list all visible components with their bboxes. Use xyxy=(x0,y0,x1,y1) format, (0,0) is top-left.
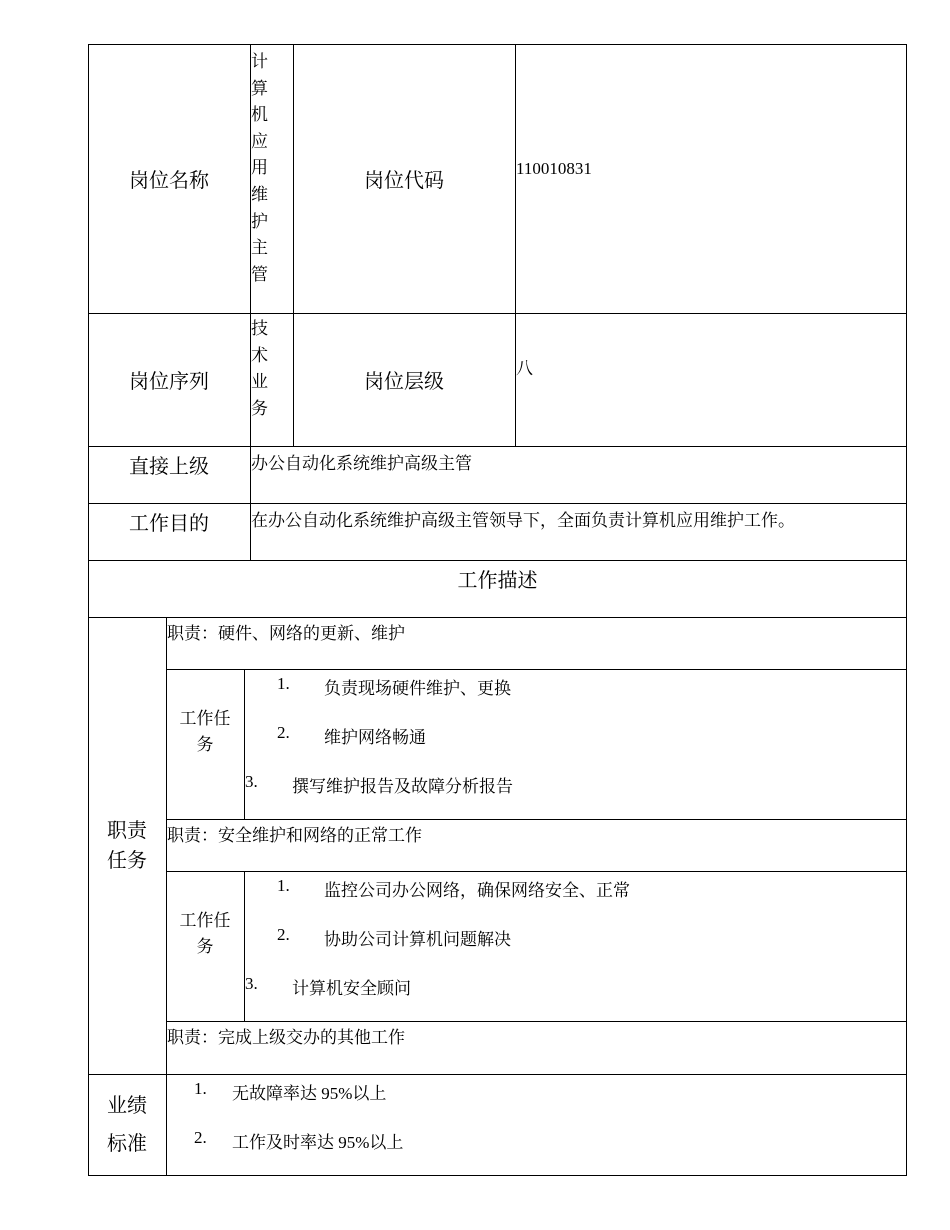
description-title: 工作描述 xyxy=(457,569,538,592)
post-series-label: 岗位序列 xyxy=(129,371,209,393)
duties-section-label-line1: 职责 xyxy=(107,819,147,842)
duties-section-label-line2: 任务 xyxy=(107,849,147,872)
table-border-bottom xyxy=(88,1175,907,1176)
post-level-label: 岗位层级 xyxy=(364,371,444,393)
task-label-line1: 工作任 xyxy=(179,911,231,930)
row-divider xyxy=(88,1074,907,1075)
list-item xyxy=(277,723,290,743)
duty-title: 职责：完成上级交办的其他工作 xyxy=(167,1028,405,1047)
post-name-value: 计算机应用维护主管 xyxy=(251,52,268,284)
list-item-text: 维护网络畅通 xyxy=(324,728,426,747)
task-label-line1: 工作任 xyxy=(179,709,231,728)
list-item xyxy=(232,1079,386,1104)
list-item xyxy=(194,1079,207,1099)
list-item-text: 无故障率达 95%以上 xyxy=(232,1084,387,1103)
performance-label xyxy=(88,1074,166,1175)
col-divider xyxy=(244,669,245,819)
list-item xyxy=(292,974,411,999)
purpose-label: 工作目的 xyxy=(129,512,209,535)
col-divider xyxy=(244,871,245,1021)
list-item-number: 2. xyxy=(277,723,290,742)
post-name-label: 岗位名称 xyxy=(129,170,209,192)
row-divider xyxy=(88,617,907,618)
table-border-right xyxy=(906,44,907,1176)
list-item-text: 监控公司办公网络，确保网络安全、正常 xyxy=(324,881,630,900)
list-item xyxy=(277,674,290,694)
list-item-number: 2. xyxy=(194,1128,207,1147)
superior-value: 办公自动化系统维护高级主管 xyxy=(251,454,472,473)
post-code-value: 110010831 xyxy=(516,159,592,178)
performance-label-line1: 业绩 xyxy=(107,1094,147,1117)
row-divider xyxy=(166,669,907,670)
list-item-text: 工作及时率达 95%以上 xyxy=(232,1133,404,1152)
list-item-number: 1. xyxy=(277,876,290,895)
list-item xyxy=(324,723,426,748)
superior-label: 直接上级 xyxy=(129,455,209,478)
list-item xyxy=(324,876,630,901)
list-item-number: 1. xyxy=(194,1079,207,1098)
list-item-text: 撰写维护报告及故障分析报告 xyxy=(292,777,513,796)
post-level-value: 八 xyxy=(516,359,533,378)
task-label-line2: 务 xyxy=(196,937,214,956)
purpose-value: 在办公自动化系统维护高级主管领导下，全面负责计算机应用维护工作。 xyxy=(251,511,795,530)
list-item xyxy=(292,772,513,797)
col-divider xyxy=(515,44,516,446)
list-item-number: 1. xyxy=(277,674,290,693)
post-series-value: 技术业务 xyxy=(251,319,268,418)
duty-title: 职责：硬件、网络的更新、维护 xyxy=(167,624,405,643)
list-item xyxy=(277,925,290,945)
performance-label-line2: 标准 xyxy=(107,1132,147,1155)
row-divider xyxy=(166,819,907,820)
task-label-line2: 务 xyxy=(196,735,214,754)
list-item-text: 负责现场硬件维护、更换 xyxy=(324,679,511,698)
duties-section-label xyxy=(88,617,166,1074)
list-item xyxy=(277,876,290,896)
row-divider xyxy=(166,1021,907,1022)
list-item xyxy=(194,1128,207,1148)
list-item-number: 2. xyxy=(277,925,290,944)
list-item-text: 协助公司计算机问题解决 xyxy=(324,930,511,949)
post-code-label: 岗位代码 xyxy=(364,170,444,192)
task-label xyxy=(166,669,244,819)
list-item xyxy=(324,925,511,950)
list-item-number: 3. xyxy=(245,772,258,791)
list-item xyxy=(245,772,258,792)
row-divider xyxy=(166,871,907,872)
list-item xyxy=(324,674,511,699)
task-label xyxy=(166,871,244,1021)
list-item xyxy=(245,974,258,994)
list-item-text: 计算机安全顾问 xyxy=(292,979,411,998)
list-item xyxy=(232,1128,403,1153)
duty-title: 职责：安全维护和网络的正常工作 xyxy=(167,826,422,845)
list-item-number: 3. xyxy=(245,974,258,993)
